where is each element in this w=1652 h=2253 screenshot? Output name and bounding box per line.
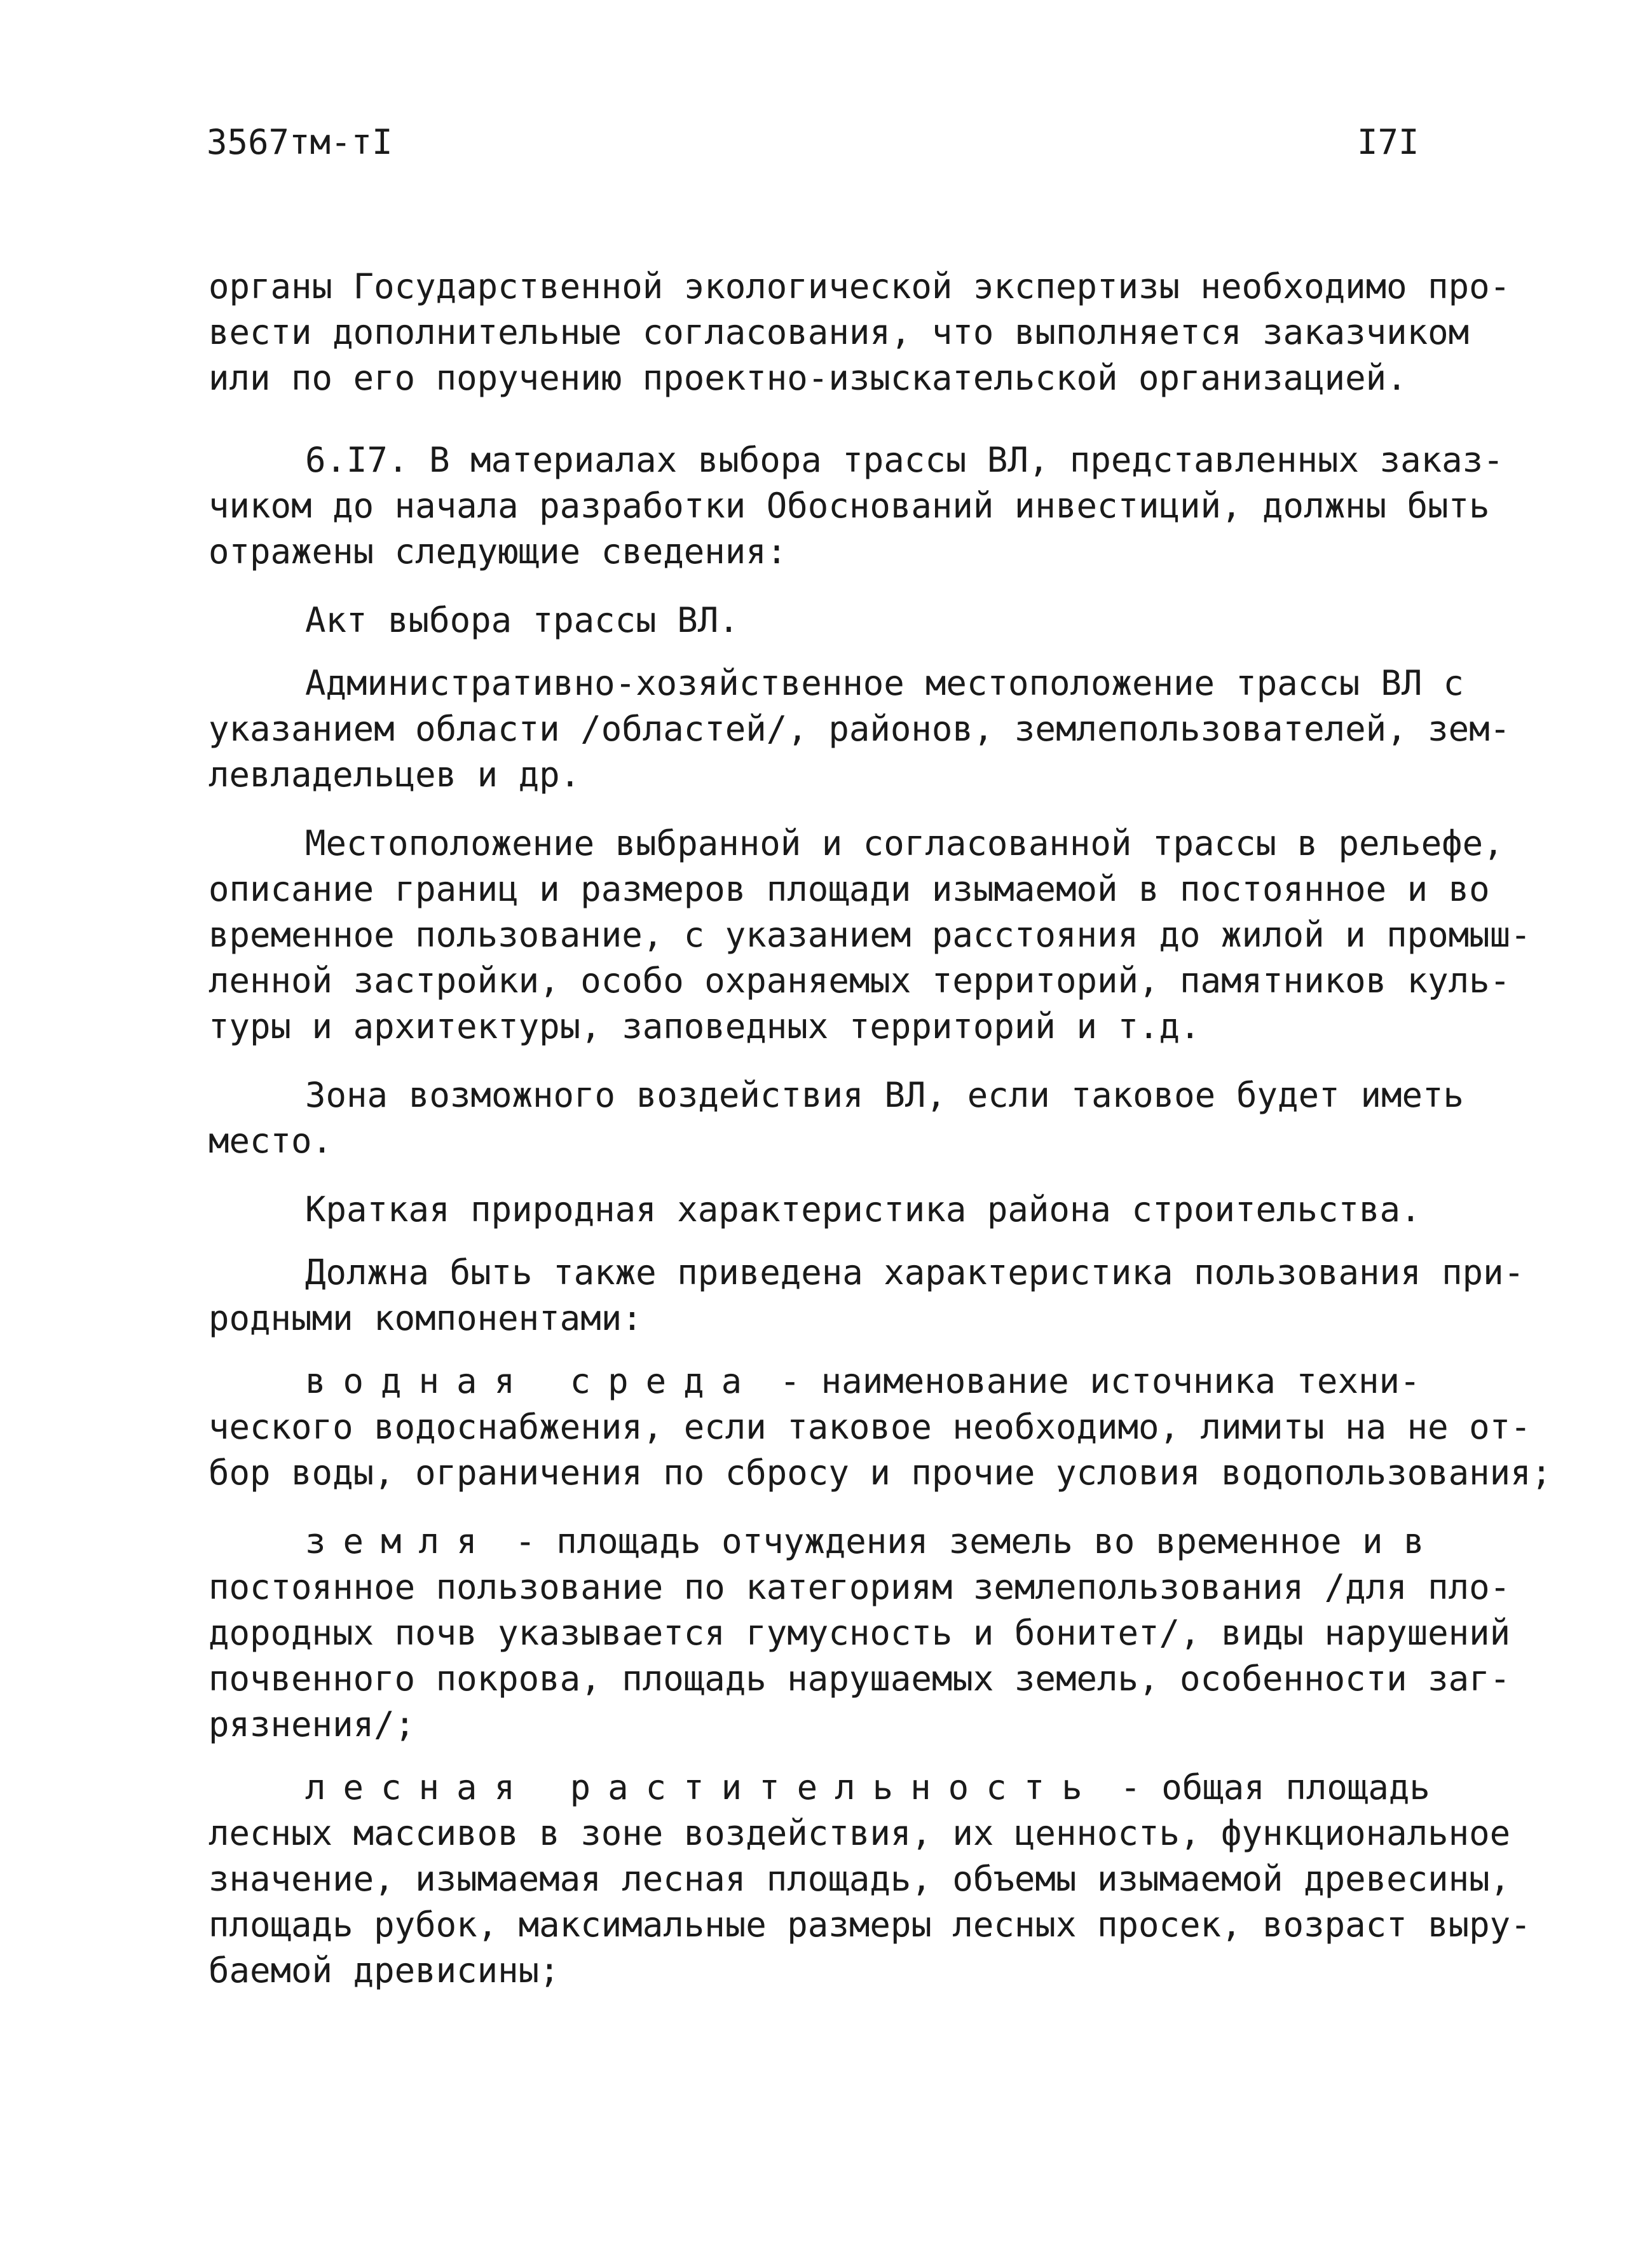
text-line: указанием области /областей/, районов, землепользователей, зем- — [208, 709, 1511, 749]
spaced-term: земля — [305, 1521, 495, 1561]
text-line: левладельцев и др. — [208, 755, 581, 795]
text-line: лесных массивов в зоне воздействия, их ценность, функциональное — [208, 1813, 1511, 1853]
text-line: туры и архитектуры, заповедных территорий и т.д. — [208, 1006, 1201, 1046]
text-line: Зона возможного воздействия ВЛ, если таковое будет иметь — [305, 1075, 1464, 1115]
text-line: рязнения/; — [208, 1704, 416, 1744]
text-line: значение, изымаемая лесная площадь, объемы изымаемой древесины, — [208, 1859, 1511, 1899]
text-line: или по его поручению проектно-изыскательской организацией. — [208, 358, 1407, 398]
text-line: временное пользование, с указанием расстояния до жилой и промыш- — [208, 915, 1531, 955]
text-line: бор воды, ограничения по сбросу и прочие условия водопользования; — [208, 1453, 1552, 1493]
text-line — [305, 1519, 1464, 1565]
text-line: Должна быть также приведена характеристика пользования при- — [305, 1252, 1525, 1292]
term-definition: - общая площадь — [1099, 1767, 1430, 1807]
text-line: 6.I7. В материалах выбора трассы ВЛ, представленных заказ- — [305, 440, 1504, 480]
text-line: ческого водоснабжения, если таковое необходимо, лимиты на не от- — [208, 1407, 1531, 1447]
text-line: вести дополнительные согласования, что выполняется заказчиком — [208, 312, 1470, 352]
text-line: ленной застройки, особо охраняемых территорий, памятников куль- — [208, 961, 1511, 1001]
text-line: Административно-хозяйственное местоположение трассы ВЛ с — [305, 663, 1464, 703]
text-line: почвенного покрова, площадь нарушаемых земель, особенности заг- — [208, 1659, 1511, 1699]
text-line: описание границ и размеров площади изымаемой в постоянное и во — [208, 869, 1490, 909]
text-line: постоянное пользование по категориям землепользования /для пло- — [208, 1567, 1511, 1607]
term-definition: - наименование источника техни- — [759, 1361, 1421, 1401]
text-line: место. — [208, 1121, 333, 1161]
text-line — [305, 1765, 1464, 1811]
document-code: 3567тм-тI — [207, 122, 393, 162]
text-line: Краткая природная характеристика района строительства. — [305, 1189, 1421, 1229]
term-definition: - площадь отчуждения земель во временное и в — [494, 1521, 1424, 1561]
spaced-term: лесная растительность — [305, 1767, 1100, 1807]
text-line: органы Государственной экологической экспертизы необходимо про- — [208, 266, 1511, 306]
text-line: родными компонентами: — [208, 1298, 643, 1338]
page-number: I7I — [1357, 122, 1419, 162]
text-line: баемой древисины; — [208, 1950, 560, 1990]
text-line: Местоположение выбранной и согласованной трассы в рельефе, — [305, 823, 1504, 863]
text-line: площадь рубок, максимальные размеры лесных просек, возраст выру- — [208, 1905, 1531, 1945]
text-line — [305, 1359, 1464, 1404]
text-line: отражены следующие сведения: — [208, 531, 788, 572]
spaced-term: водная среда — [305, 1361, 760, 1401]
text-line: Акт выбора трассы ВЛ. — [305, 600, 739, 640]
text-line: чиком до начала разработки Обоснований инвестиций, должны быть — [208, 486, 1490, 526]
text-line: дородных почв указывается гумусность и бонитет/, виды нарушений — [208, 1613, 1511, 1653]
